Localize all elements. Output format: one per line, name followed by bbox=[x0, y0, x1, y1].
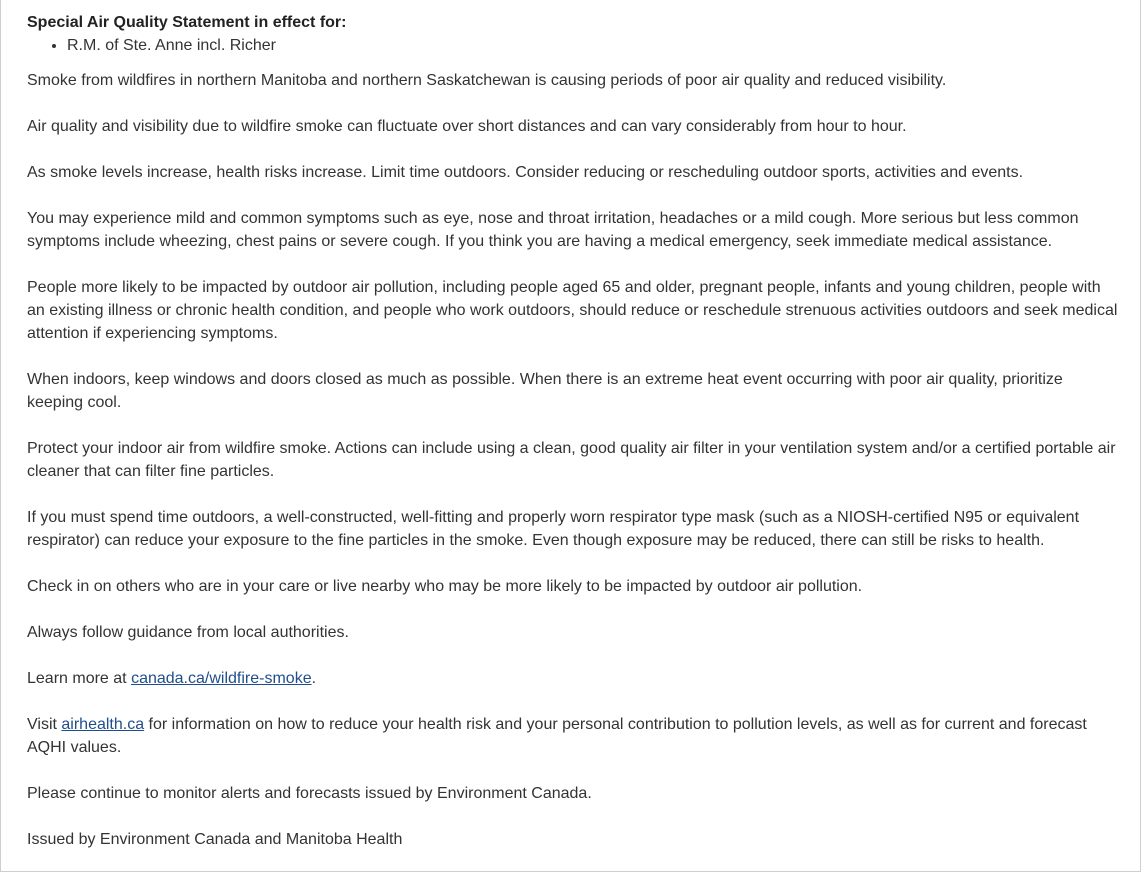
paragraph-vulnerable-people: People more likely to be impacted by outdoor air pollution, including people aged 65 and older, pregnant people, infants and young children, people with an existing illness or chronic health condition, and people who work outdoors, should reduce or reschedule strenuous activities outdoors and seek medical attention if experiencing symptoms. bbox=[27, 279, 1118, 342]
paragraph-fluctuation: Air quality and visibility due to wildfire smoke can fluctuate over short distances and can vary considerably from hour to hour. bbox=[27, 118, 907, 135]
learn-more-suffix: . bbox=[311, 670, 317, 687]
statement-heading: Special Air Quality Statement in effect for: bbox=[27, 14, 347, 31]
paragraph-learn-more bbox=[27, 667, 1122, 690]
region-item: • R.M. of Ste. Anne incl. Richer bbox=[67, 34, 1122, 57]
paragraph-respirator: If you must spend time outdoors, a well-constructed, well-fitting and properly worn respirator type mask (such as a NIOSH-certified N95 or equivalent respirator) can reduce your exposure to the fine particles in the smoke. Even though exposure may be reduced, there can still be risks to health. bbox=[27, 509, 1080, 549]
learn-more-prefix: Learn more at bbox=[27, 670, 132, 687]
visit-suffix: for information on how to reduce your health risk and your personal contribution to pollution levels, as well as for current and forecast AQHI values. bbox=[27, 716, 1087, 756]
paragraph-indoor-air: Protect your indoor air from wildfire smoke. Actions can include using a clean, good quality air filter in your ventilation system and/or a certified portable air cleaner that can filter fine particles. bbox=[27, 440, 1116, 480]
wildfire-smoke-link[interactable]: canada.ca/wildfire-smoke bbox=[131, 670, 312, 687]
paragraph-indoors: When indoors, keep windows and doors closed as much as possible. When there is an extreme heat event occurring with poor air quality, prioritize keeping cool. bbox=[27, 371, 1063, 411]
paragraph-monitor: Please continue to monitor alerts and forecasts issued by Environment Canada. bbox=[27, 785, 592, 802]
region-list bbox=[27, 34, 1122, 57]
issued-by: Issued by Environment Canada and Manitoba Health bbox=[27, 831, 403, 848]
paragraph-symptoms: You may experience mild and common symptoms such as eye, nose and throat irritation, headaches or a mild cough. More serious but less common symptoms include wheezing, chest pains or severe cough. If you think you are having a medical emergency, seek immediate medical assistance. bbox=[27, 210, 1079, 250]
statement-content bbox=[27, 11, 1122, 851]
visit-prefix: Visit bbox=[27, 716, 62, 733]
paragraph-check-others: Check in on others who are in your care or live nearby who may be more likely to be impacted by outdoor air pollution. bbox=[27, 578, 863, 595]
paragraph-health-risks: As smoke levels increase, health risks increase. Limit time outdoors. Consider reducing or rescheduling outdoor sports, activities and events. bbox=[27, 164, 1024, 181]
paragraph-wildfire-smoke: Smoke from wildfires in northern Manitoba and northern Saskatchewan is causing periods of poor air quality and reduced visibility. bbox=[27, 72, 947, 89]
airhealth-link[interactable]: airhealth.ca bbox=[61, 716, 145, 733]
paragraph-local-authorities: Always follow guidance from local authorities. bbox=[27, 624, 349, 641]
paragraph-visit bbox=[27, 713, 1122, 759]
